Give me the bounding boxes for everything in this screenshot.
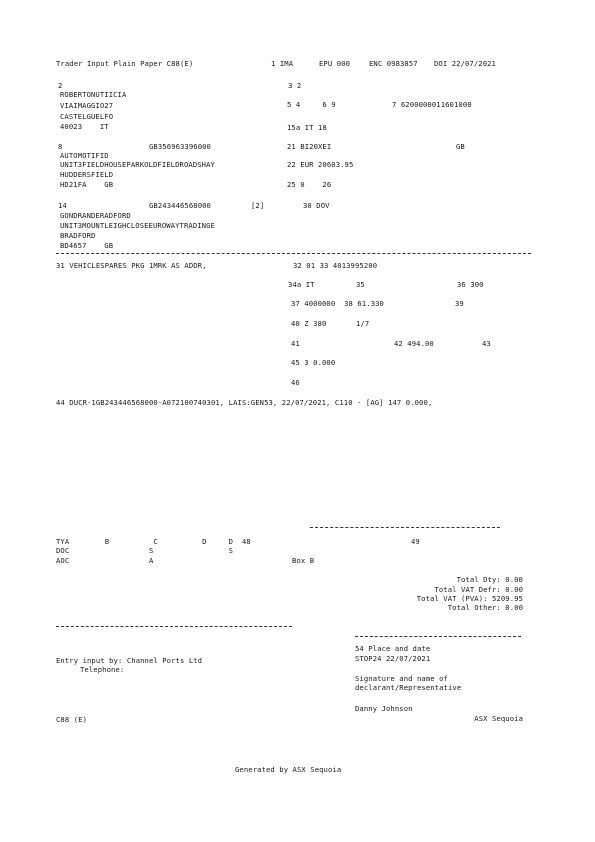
- consignor-line: CASTELGUELFO: [60, 112, 114, 121]
- box22-invoice-total: 22 EUR 20603.95: [287, 160, 354, 169]
- box44-additional-info: 44 DUCR-1GB243446568000-A072100740301, LAIS:GEN53, 22/07/2021, C110 - [AG] 147 0.000,: [56, 398, 433, 407]
- generated-by: Generated by ASX Sequoia: [235, 765, 342, 774]
- box1-declaration-type: 1 IMA: [271, 59, 294, 68]
- entry-divider: [56, 626, 292, 627]
- consignor-line: VIAIMAGGIO27: [60, 101, 114, 110]
- place-date-divider: [355, 636, 521, 637]
- consignor-line: ROBERTONUTIICIA: [60, 90, 127, 99]
- signature-label: Signature and name of: [355, 674, 448, 683]
- declarant-line: BD4657 GB: [60, 241, 114, 250]
- total-duty: Total Dty: 0.00: [456, 575, 523, 584]
- section-divider: [56, 253, 531, 254]
- box5-items-box6-packages: 5 4 6 9: [287, 100, 336, 109]
- box3-forms: 3 2: [288, 81, 302, 90]
- box42-item-price: 42 494.00: [394, 339, 434, 348]
- entry-number: ENC 0983857: [369, 59, 418, 68]
- consignee-line: HUDDERSFIELD: [60, 170, 114, 179]
- signatory-name: Danny Johnson: [355, 704, 413, 713]
- box46-statistical-value: 46: [291, 378, 300, 387]
- box34a-origin: 34a IT: [288, 280, 315, 289]
- box40-item-ref: 1/7: [356, 319, 370, 328]
- footer-software: ASX Sequoia: [474, 714, 523, 723]
- box35-gross-mass: 35: [356, 280, 365, 289]
- tax-aoc-row: AOC A: [56, 556, 154, 565]
- declarant-line: BRADFORD: [60, 231, 96, 240]
- entry-input-by: Entry input by: Channel Ports Ltd: [56, 656, 203, 665]
- box39-quota: 39: [455, 299, 464, 308]
- form-title: Trader Input Plain Paper C88(E): [56, 59, 194, 68]
- box40-previous-doc: 40 Z 380: [291, 319, 327, 328]
- box-b-label: Box B: [292, 556, 315, 565]
- total-other: Total Other: 0.00: [447, 603, 523, 612]
- tax-divider: [310, 527, 500, 528]
- box30-location: 30 DOV: [303, 201, 330, 210]
- consignor-line: 40023 IT: [60, 122, 109, 131]
- place-and-date: STOP24 22/07/2021: [355, 654, 431, 663]
- box21-country: GB: [456, 142, 465, 151]
- box31-goods-description: 31 VEHICLESPARES PKG 1MRK AS ADDR,: [56, 261, 207, 270]
- box2-label: 2: [58, 81, 63, 90]
- box21-transport-id: 21 BI20XEI: [287, 142, 332, 151]
- date-of-issue: DOI 22/07/2021: [434, 59, 496, 68]
- consignee-line: HD21FA GB: [60, 180, 114, 189]
- tax-doc-row: DOC S S: [56, 546, 234, 555]
- box8-label: 8: [58, 142, 63, 151]
- declarant-line: GONDRANDERADFORD: [60, 211, 131, 220]
- box32-box33-commodity: 32 01 33 4013995200: [293, 261, 378, 270]
- consignee-line: UNIT3FIELDHOUSEPARKOLDFIELDROADSHAY: [60, 160, 215, 169]
- box36-preference: 36 300: [457, 280, 484, 289]
- box45-adjustment: 45 3 0.000: [291, 358, 336, 367]
- box15a-dispatch-country: 15a IT 18: [287, 123, 327, 132]
- total-vat-pva: Total VAT (PVA): 5209.95: [416, 594, 523, 603]
- declarant-line: UNIT3MOUNTLEIGHCLOSEEUROWAYTRADINGE: [60, 221, 215, 230]
- consignee-line: AUTOMOTIFID: [60, 151, 109, 160]
- box43-valuation: 43: [482, 339, 491, 348]
- declarant-code: [2]: [251, 201, 265, 210]
- box25-transport-mode: 25 0 26: [287, 180, 332, 189]
- consignee-eori: GB356963396000: [149, 142, 211, 151]
- declarant-representative-label: declarant/Representative: [355, 683, 462, 692]
- declarant-eori: GB243446568000: [149, 201, 211, 210]
- total-vat-deferred: Total VAT Defr: 0.00: [434, 585, 523, 594]
- box54-label: 54 Place and date: [355, 644, 431, 653]
- box7-reference: 7 6200000011601000: [392, 100, 472, 109]
- box37-box38-procedure-mass: 37 4000000 38 61.330: [291, 299, 384, 308]
- box47-tax-headers: TYA B C D D 48: [56, 537, 251, 546]
- box49-warehouse: 49: [411, 537, 420, 546]
- box41-supplementary: 41: [291, 339, 300, 348]
- epu-number: EPU 000: [319, 59, 350, 68]
- entry-telephone: Telephone:: [80, 665, 125, 674]
- footer-form-code: C88 (E): [56, 715, 87, 724]
- box14-label: 14: [58, 201, 67, 210]
